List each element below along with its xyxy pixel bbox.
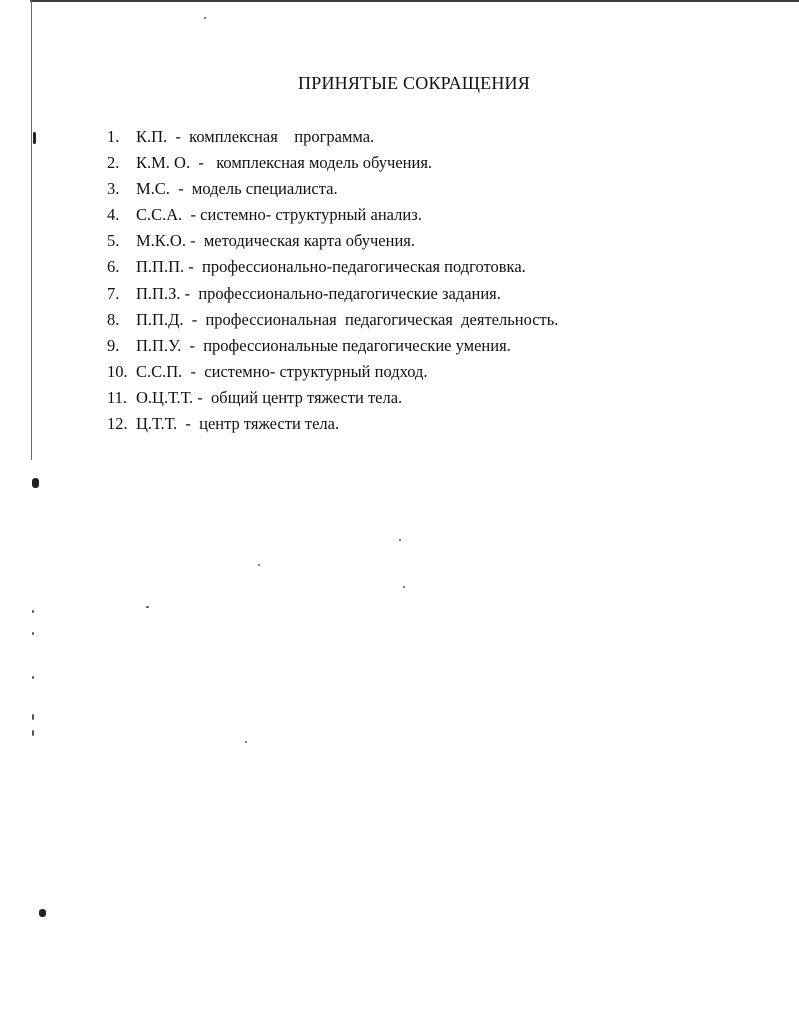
item-number: 10. (107, 361, 128, 381)
list-item (107, 281, 558, 307)
item-number: 8. (107, 309, 120, 329)
scan-speck (32, 632, 34, 635)
item-text: П.П.З. - профессионально-педагогические задания. (136, 283, 501, 303)
scan-mark (32, 478, 39, 488)
list-item (107, 176, 558, 202)
scan-speck (258, 564, 260, 566)
list-item (107, 254, 558, 280)
item-number: 3. (107, 179, 120, 199)
scan-mark (33, 132, 36, 144)
item-text: М.С. - модель специалиста. (136, 179, 338, 199)
scan-top-edge (30, 0, 799, 2)
scan-speck (32, 610, 34, 613)
list-item (107, 150, 558, 176)
scan-speck (32, 730, 34, 736)
item-text: П.П.Д. - профессиональная педагогическая деятельность. (136, 309, 559, 329)
list-item (107, 228, 558, 254)
item-number: 7. (107, 283, 120, 303)
item-text: К.П. - комплексная программа. (136, 127, 375, 146)
item-text: С.С.П. - системно- структурный подход. (136, 361, 428, 381)
item-text: С.С.А. - системно- структурный анализ. (136, 205, 422, 225)
scan-speck (245, 741, 247, 743)
list-item (107, 385, 558, 411)
list-item (107, 124, 558, 150)
item-number: 4. (107, 205, 120, 225)
item-number: 1. (107, 127, 120, 146)
scan-speck (32, 676, 34, 679)
list-item (107, 307, 558, 333)
item-text: К.М. О. - комплексная модель обучения. (136, 153, 433, 173)
scan-mark (39, 909, 46, 917)
list-item (107, 359, 558, 385)
scan-speck (403, 586, 405, 588)
list-item (107, 202, 558, 228)
item-text: О.Ц.Т.Т. - общий центр тяжести тела. (136, 387, 403, 407)
item-number: 11. (107, 387, 128, 407)
item-text: М.К.О. - методическая карта обучения. (136, 231, 416, 251)
item-number: 5. (107, 231, 120, 251)
item-text: Ц.Т.Т. - центр тяжести тела. (136, 414, 340, 434)
item-text: П.П.П. - профессионально-педагогическая подготовка. (136, 257, 526, 277)
list-item (107, 333, 558, 359)
page-title: ПРИНЯТЫЕ СОКРАЩЕНИЯ (298, 73, 530, 93)
item-number: 12. (107, 414, 128, 434)
scan-speck (204, 17, 206, 19)
scan-speck (32, 714, 34, 720)
scan-speck (399, 539, 401, 541)
list-item (107, 411, 558, 437)
item-number: 2. (107, 153, 120, 173)
abbreviation-list (107, 124, 558, 437)
item-text: П.П.У. - профессиональные педагогические умения. (136, 335, 511, 355)
scan-left-edge (31, 0, 32, 460)
item-number: 6. (107, 257, 120, 277)
item-number: 9. (107, 335, 120, 355)
scan-speck (146, 606, 149, 608)
